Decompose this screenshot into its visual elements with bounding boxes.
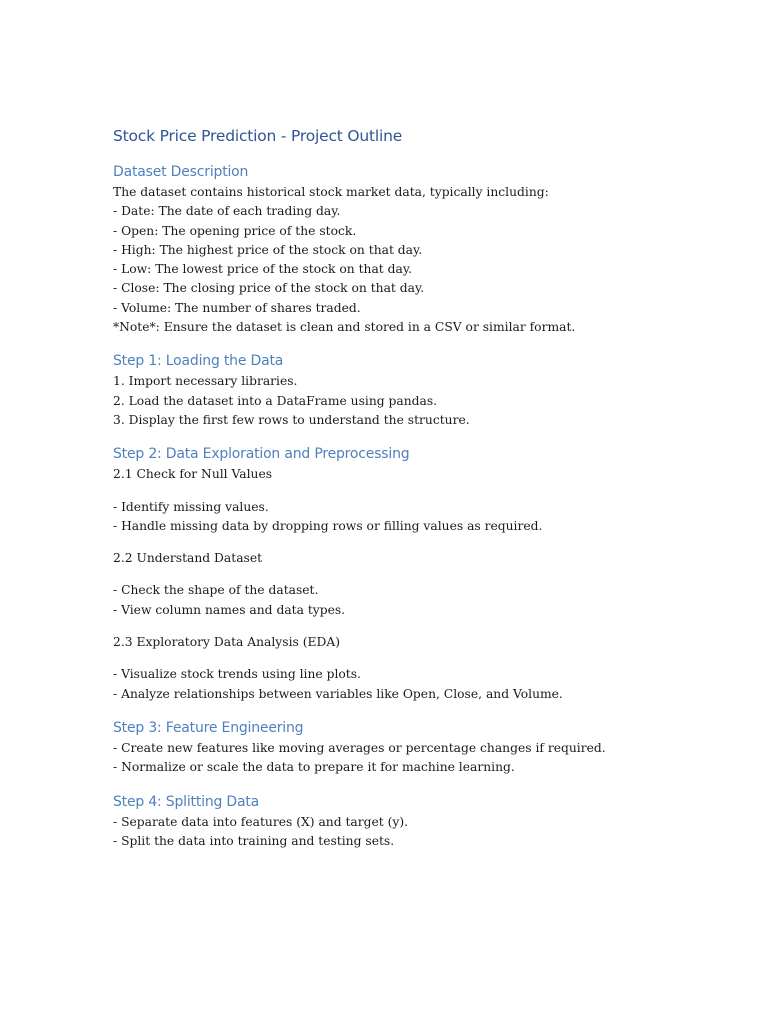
dataset-line: - Date: The date of each trading day. (113, 204, 341, 219)
step2-3-line: - Visualize stock trends using line plots. (113, 667, 361, 682)
subsection-title-2-2: 2.2 Understand Dataset (113, 551, 263, 566)
step3-line: - Create new features like moving averages or percentage changes if required. (113, 740, 606, 755)
step1-line: 2. Load the dataset into a DataFrame using pandas. (113, 393, 438, 408)
subsection-title-2-3: 2.3 Exploratory Data Analysis (EDA) (113, 635, 341, 650)
dataset-line: - High: The highest price of the stock on that day. (113, 242, 423, 257)
dataset-line: - Volume: The number of shares traded. (113, 300, 361, 315)
step2-1-lines (113, 498, 733, 537)
dataset-lines (113, 183, 733, 337)
section-heading-step1: Step 1: Loading the Data (113, 353, 284, 370)
dataset-line: The dataset contains historical stock market data, typically including: (113, 185, 549, 199)
step3-line: - Normalize or scale the data to prepare it for machine learning. (113, 760, 515, 775)
section-heading-step2: Step 2: Data Exploration and Preprocessing (113, 446, 410, 463)
step2-2-lines (113, 581, 733, 620)
step2-1-line: - Handle missing data by dropping rows or filling values as required. (113, 518, 543, 533)
section-heading-dataset: Dataset Description (113, 164, 249, 180)
step4-line: - Split the data into training and testing sets. (113, 833, 395, 848)
step4-lines (113, 813, 733, 852)
section-heading-step4: Step 4: Splitting Data (113, 793, 260, 810)
step2-2-line: - Check the shape of the dataset. (113, 583, 319, 598)
dataset-line: - Low: The lowest price of the stock on that day. (113, 262, 413, 277)
section-heading-step3: Step 3: Feature Engineering (113, 719, 304, 736)
page-title: Stock Price Prediction - Project Outline (113, 127, 403, 145)
step2-3-lines (113, 665, 733, 704)
step2-1-line: - Identify missing values. (113, 499, 269, 514)
step1-lines (113, 372, 733, 430)
document-body (113, 124, 733, 851)
step3-lines (113, 739, 733, 778)
dataset-line: - Close: The closing price of the stock on that day. (113, 281, 425, 296)
step1-line: 3. Display the first few rows to understand the structure. (113, 412, 470, 427)
step2-2-line: - View column names and data types. (113, 602, 346, 617)
step1-line: 1. Import necessary libraries. (113, 374, 298, 389)
subsection-title-2-1: 2.1 Check for Null Values (113, 467, 273, 482)
step4-line: - Separate data into features (X) and target (y). (113, 814, 409, 829)
dataset-note: *Note*: Ensure the dataset is clean and stored in a CSV or similar format. (113, 320, 576, 335)
dataset-line: - Open: The opening price of the stock. (113, 223, 357, 238)
step2-3-line: - Analyze relationships between variables like Open, Close, and Volume. (113, 686, 563, 701)
